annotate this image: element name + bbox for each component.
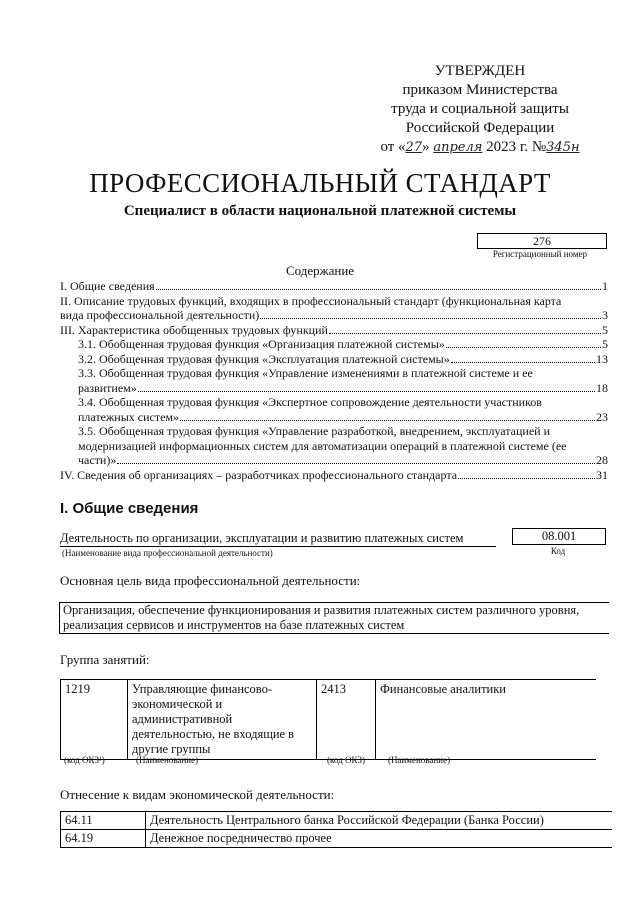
toc-item[interactable]: IV. Сведения об организациях – разработчиках профессионального стандарта 31	[60, 467, 608, 482]
toc-item[interactable]: II. Описание трудовых функций, входящих в профессиональный стандарт (функциональная карта вида профессиональной деятельности) 3	[60, 293, 608, 322]
caption: (код ОКЗ¹)	[64, 755, 105, 765]
registration-label: Регистрационный номер	[492, 249, 588, 259]
table-row	[61, 680, 597, 760]
okz-code-cell: 2413	[317, 680, 376, 760]
toc-item[interactable]: 3.4. Обобщенная трудовая функция «Экспертное сопровождение деятельности участников платежных систем» 23	[78, 395, 608, 424]
occupation-groups-table	[60, 679, 596, 760]
table-row	[61, 830, 613, 848]
okz-name-cell: Финансовые аналитики	[376, 680, 597, 760]
approval-date-line: от «27» апреля 2023 г. №345н	[380, 139, 580, 155]
okved-code-cell: 64.11	[61, 812, 146, 830]
code-caption: Код	[550, 546, 566, 556]
goal-box	[59, 602, 609, 634]
okz-code-cell: 1219	[61, 680, 128, 760]
group-label: Группа занятий:	[60, 652, 150, 667]
toc-title: Содержание	[285, 263, 355, 278]
table-of-contents	[60, 279, 608, 482]
document-subtitle: Специалист в области национальной платежной системы	[123, 203, 517, 219]
group-captions	[60, 755, 606, 767]
activity-code: 08.001	[512, 528, 606, 545]
toc-item[interactable]: I. Общие сведения 1	[60, 279, 608, 293]
okved-name-cell: Деятельность Центрального банка Российской Федерации (Банка России)	[146, 812, 613, 830]
section-heading: I. Общие сведения	[60, 500, 199, 517]
toc-item[interactable]: 3.2. Обобщенная трудовая функция «Эксплуатация платежной системы» 13	[78, 351, 608, 366]
approval-line: Российской Федерации	[405, 120, 555, 136]
toc-item[interactable]: 3.1. Обобщенная трудовая функция «Организация платежной системы» 5	[78, 337, 608, 351]
toc-item[interactable]: III. Характеристика обобщенных трудовых функций 5	[60, 322, 608, 337]
goal-text: реализация сервисов и инструментов на базе платежных систем	[63, 618, 405, 632]
toc-item[interactable]: 3.3. Обобщенная трудовая функция «Управление изменениями в платежной системе и ее развитием» 18	[78, 366, 608, 395]
goal-label: Основная цель вида профессиональной деятельности:	[60, 573, 361, 588]
registration-number: 276	[477, 233, 607, 249]
okved-table	[60, 811, 612, 848]
approval-block	[360, 62, 600, 157]
approval-line: труда и социальной защиты	[391, 101, 569, 117]
okz-name-cell: Управляющие финансово-экономической и административной деятельностью, не входящие в другие группы	[128, 680, 317, 760]
okved-code-cell: 64.19	[61, 830, 146, 848]
activity-caption: (Наименование вида профессиональной деятельности)	[62, 548, 273, 558]
okved-name-cell: Денежное посредничество прочее	[146, 830, 613, 848]
date-day: 27	[405, 140, 423, 155]
toc-item[interactable]: 3.5. Обобщенная трудовая функция «Управление разработкой, внедрением, эксплуатацией и модернизацией информационных систем для автоматизации операций в платежной системе (ее части)» 28	[78, 424, 608, 467]
order-number: 345н	[546, 140, 580, 155]
goal-text: Организация, обеспечение функционирования и развития платежных систем различного уровня,	[63, 603, 580, 617]
okved-label: Отнесение к видам экономической деятельности:	[60, 787, 335, 802]
date-month: апреля	[433, 140, 483, 155]
activity-name: Деятельность по организации, эксплуатации и развитию платежных систем	[60, 531, 496, 547]
caption: (Наименование)	[136, 755, 199, 765]
table-row	[61, 812, 613, 830]
caption: (Наименование)	[388, 755, 451, 765]
approval-heading: УТВЕРЖДЕН	[434, 63, 526, 79]
caption: (код ОКЗ)	[327, 755, 365, 765]
document-title: ПРОФЕССИОНАЛЬНЫЙ СТАНДАРТ	[89, 168, 551, 198]
approval-line: приказом Министерства	[402, 82, 558, 98]
